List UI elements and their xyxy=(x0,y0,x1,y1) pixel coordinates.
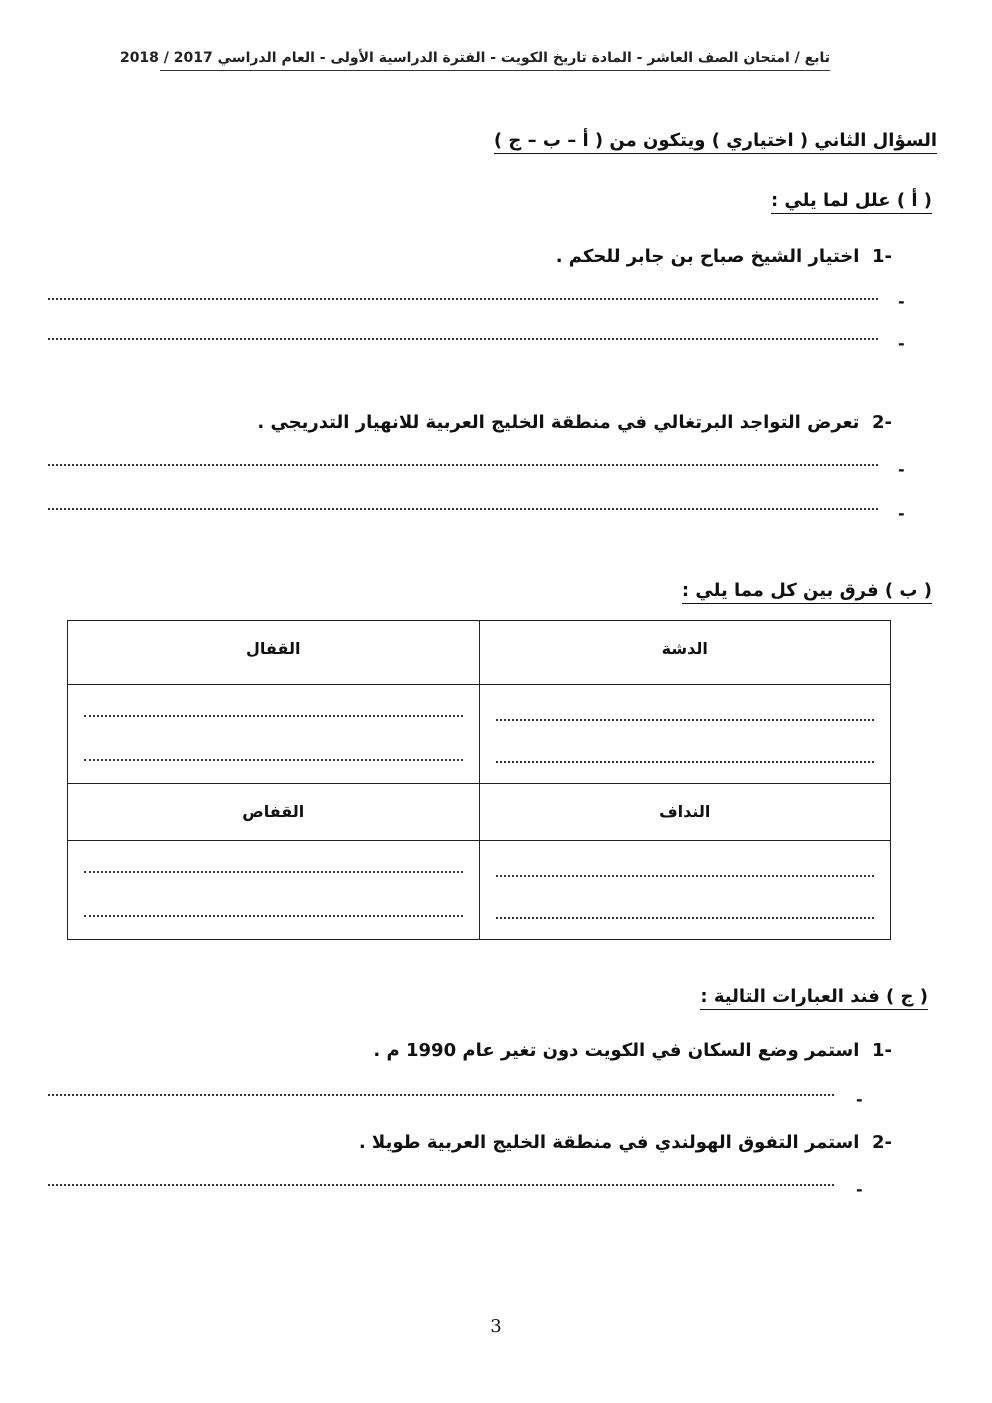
part-a-item-2-text: تعرض التواجد البرتغالي في منطقة الخليج العربية للانهيار التدريجي . xyxy=(257,412,860,433)
part-b-label-text: ( ب ) فرق بين كل مما يلي : xyxy=(682,580,932,604)
answer-cell[interactable] xyxy=(479,841,891,940)
part-a-item-1-text: اختيار الشيخ صباح بن جابر للحكم . xyxy=(555,246,860,267)
answer-cell[interactable] xyxy=(68,685,480,784)
part-c-item-2 xyxy=(359,1132,892,1153)
part-c-item-2-number: -2 xyxy=(871,1132,892,1153)
table-header-cell xyxy=(479,783,891,841)
part-c-label xyxy=(700,986,928,1007)
answer-line[interactable] xyxy=(48,1184,834,1186)
answer-line[interactable] xyxy=(84,871,463,873)
question-title-text: السؤال الثاني ( اختياري ) ويتكون من ( أ – ب – ج ) xyxy=(494,130,937,154)
part-a-label-text: ( أ ) علل لما يلي : xyxy=(771,190,932,214)
answer-line[interactable] xyxy=(496,917,875,919)
answer-dash: - xyxy=(856,1180,863,1199)
answer-cell[interactable] xyxy=(68,841,480,940)
part-a-item-1-number: -1 xyxy=(871,246,892,267)
answer-line[interactable] xyxy=(84,759,463,761)
part-a-item-1 xyxy=(556,246,892,267)
part-c-item-1-number: -1 xyxy=(871,1040,892,1061)
term-qaffas: القفاص xyxy=(242,801,305,821)
table-header-cell xyxy=(68,783,480,841)
part-c-item-1 xyxy=(373,1040,892,1061)
question-title xyxy=(494,130,937,151)
part-a-label xyxy=(771,190,932,211)
answer-line[interactable] xyxy=(496,875,875,877)
answer-dash: - xyxy=(856,1090,863,1109)
answer-dash: - xyxy=(898,292,905,311)
page-number: 3 xyxy=(490,1316,502,1337)
answer-dash: - xyxy=(898,504,905,523)
answer-dash: - xyxy=(898,460,905,479)
answer-line[interactable] xyxy=(84,915,463,917)
comparison-table xyxy=(67,620,891,940)
answer-dash: - xyxy=(898,334,905,353)
part-b-label xyxy=(682,580,932,601)
answer-line[interactable] xyxy=(48,508,878,510)
answer-line[interactable] xyxy=(48,464,878,466)
table-header-cell xyxy=(68,621,480,685)
term-qaffal: القفال xyxy=(246,639,301,658)
term-dasha: الدشة xyxy=(661,639,708,658)
part-a-item-2 xyxy=(257,412,892,433)
answer-line[interactable] xyxy=(496,761,875,763)
answer-line[interactable] xyxy=(48,1094,834,1096)
part-c-label-text: ( ج ) فند العبارات التالية : xyxy=(700,986,928,1010)
answer-line[interactable] xyxy=(48,338,878,340)
answer-line[interactable] xyxy=(48,298,878,300)
exam-header: تابع / امتحان الصف العاشر - المادة تاريخ الكويت - الفترة الدراسية الأولى - العام الدراسي 2017 / 2018 xyxy=(160,50,830,71)
answer-line[interactable] xyxy=(496,719,875,721)
part-c-item-2-text: استمر التفوق الهولندي في منطقة الخليج العربية طويلا . xyxy=(358,1132,860,1153)
term-naddaf: النداف xyxy=(659,801,711,821)
part-a-item-2-number: -2 xyxy=(871,412,892,433)
table-header-cell xyxy=(479,621,891,685)
answer-cell[interactable] xyxy=(479,685,891,784)
part-c-item-1-text: استمر وضع السكان في الكويت دون تغير عام 1990 م . xyxy=(373,1040,860,1061)
answer-line[interactable] xyxy=(84,715,463,717)
